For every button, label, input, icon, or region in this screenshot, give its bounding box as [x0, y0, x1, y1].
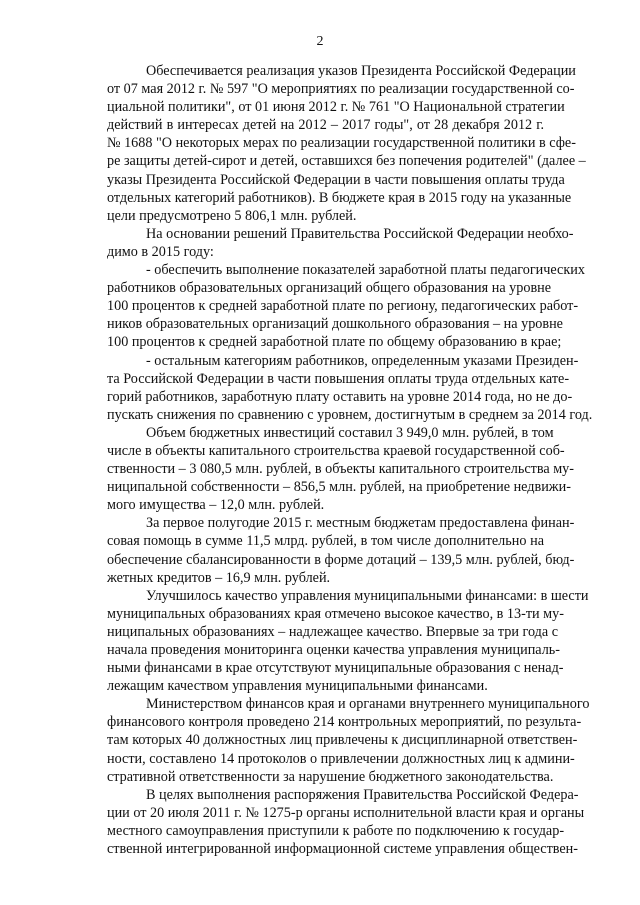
- paragraph-line: ре защиты детей-сирот и детей, оставшихся без попечения родителей" (далее –: [107, 153, 586, 170]
- paragraph-line: ности, составлено 14 протоколов о привлечении должностных лиц к админи-: [107, 750, 575, 767]
- paragraph-line: димо в 2015 году:: [107, 243, 214, 260]
- paragraph-line: ции от 20 июля 2011 г. № 1275-р органы исполнительной власти края и органы: [107, 804, 585, 821]
- paragraph-line: лежащим качеством управления муниципальными финансами.: [107, 678, 488, 695]
- paragraph-5: [107, 424, 574, 514]
- paragraph-line: работников образовательных организаций общего образования на уровне: [107, 280, 552, 297]
- document-body: [107, 62, 593, 858]
- paragraph-line: числе в объекты капитального строительства краевой государственной соб-: [107, 442, 565, 459]
- paragraph-line: циальной политики", от 01 июня 2012 г. № 761 "О Национальной стратегии: [107, 99, 565, 116]
- paragraph-8: [107, 695, 590, 785]
- paragraph-line: ников образовательных организаций дошкольного образования – на уровне: [107, 316, 563, 333]
- paragraph-line: указы Президента Российской Федерации в части повышения оплаты труда: [107, 171, 565, 188]
- paragraph-line: местного самоуправления приступили к работе по подключению к государ-: [107, 822, 565, 839]
- paragraph-line: совая помощь в сумме 11,5 млрд. рублей, в том числе дополнительно на: [107, 533, 544, 550]
- paragraph-line: На основании решений Правительства Российской Федерации необхо-: [146, 225, 574, 242]
- paragraph-3: [107, 261, 585, 351]
- paragraph-line: цели предусмотрено 5 806,1 млн. рублей.: [107, 207, 357, 224]
- paragraph-line: - остальным категориям работников, определенным указами Президен-: [146, 352, 579, 369]
- paragraph-line: ными финансами в крае отсутствуют муниципальные образования с ненад-: [107, 660, 564, 677]
- paragraph-line: Обеспечивается реализация указов Президента Российской Федерации: [146, 63, 576, 79]
- paragraph-line: ниципальной собственности – 856,5 млн. рублей, на приобретение недвижи-: [107, 479, 571, 496]
- paragraph-line: жетных кредитов – 16,9 млн. рублей.: [107, 569, 331, 586]
- paragraph-line: финансового контроля проведено 214 контрольных мероприятий, по результа-: [107, 714, 582, 731]
- paragraph-line: 100 процентов к средней заработной плате по общему образованию в крае;: [107, 334, 562, 351]
- paragraph-line: горий работников, заработную плату оставить на уровне 2014 года, но не до-: [107, 388, 573, 405]
- paragraph-line: Улучшилось качество управления муниципальными финансами: в шести: [146, 587, 589, 604]
- paragraph-line: ственности – 3 080,5 млн. рублей, в объекты капитального строительства му-: [107, 461, 574, 478]
- paragraph-7: [107, 587, 589, 696]
- paragraph-line: та Российской Федерации в части повышения оплаты труда отдельных кате-: [107, 370, 570, 387]
- paragraph-9: [107, 786, 585, 858]
- paragraph-line: действий в интересах детей на 2012 – 2017 годы", от 28 декабря 2012 г.: [107, 117, 544, 134]
- paragraph-line: мого имущества – 12,0 млн. рублей.: [107, 497, 325, 514]
- paragraph-line: начала проведения мониторинга оценки качества управления муниципаль-: [107, 642, 560, 658]
- page-number: 2: [316, 34, 324, 49]
- paragraph-4: [107, 352, 593, 424]
- paragraph-line: пускать снижения по сравнению с уровнем, достигнутым в среднем за 2014 год.: [107, 406, 593, 423]
- paragraph-line: обеспечение сбалансированности в форме дотаций – 139,5 млн. рублей, бюд-: [107, 551, 575, 568]
- paragraph-2: [107, 225, 574, 261]
- paragraph-line: - обеспечить выполнение показателей заработной платы педагогических: [146, 262, 585, 279]
- paragraph-line: отдельных категорий работников). В бюджете края в 2015 году на указанные: [107, 189, 572, 206]
- paragraph-line: муниципальных образованиях края отмечено высокое качество, в 13-ти му-: [107, 605, 564, 622]
- paragraph-line: За первое полугодие 2015 г. местным бюджетам предоставлена финан-: [146, 515, 575, 532]
- paragraph-line: стративной ответственности за нарушение бюджетного законодательства.: [107, 768, 554, 785]
- paragraph-line: Министерством финансов края и органами внутреннего муниципального: [146, 696, 590, 713]
- paragraph-line: Объем бюджетных инвестиций составил 3 949,0 млн. рублей, в том: [146, 424, 554, 441]
- paragraph-line: ниципальных образованиях – надлежащее качество. Впервые за три года с: [107, 623, 559, 640]
- paragraph-6: [107, 514, 575, 586]
- paragraph-line: В целях выполнения распоряжения Правительства Российской Федера-: [146, 786, 579, 803]
- paragraph-line: там которых 40 должностных лиц привлечены к дисциплинарной ответствен-: [107, 732, 578, 749]
- paragraph-line: от 07 мая 2012 г. № 597 "О мероприятиях по реализации государственной со-: [107, 81, 575, 98]
- paragraph-line: ственной интегрированной информационной системе управления обществен-: [107, 841, 578, 858]
- paragraph-line: № 1688 "О некоторых мерах по реализации государственной политики в сфе-: [107, 135, 576, 152]
- paragraph-1: [107, 62, 586, 225]
- paragraph-line: 100 процентов к средней заработной плате по региону, педагогических работ-: [107, 298, 579, 315]
